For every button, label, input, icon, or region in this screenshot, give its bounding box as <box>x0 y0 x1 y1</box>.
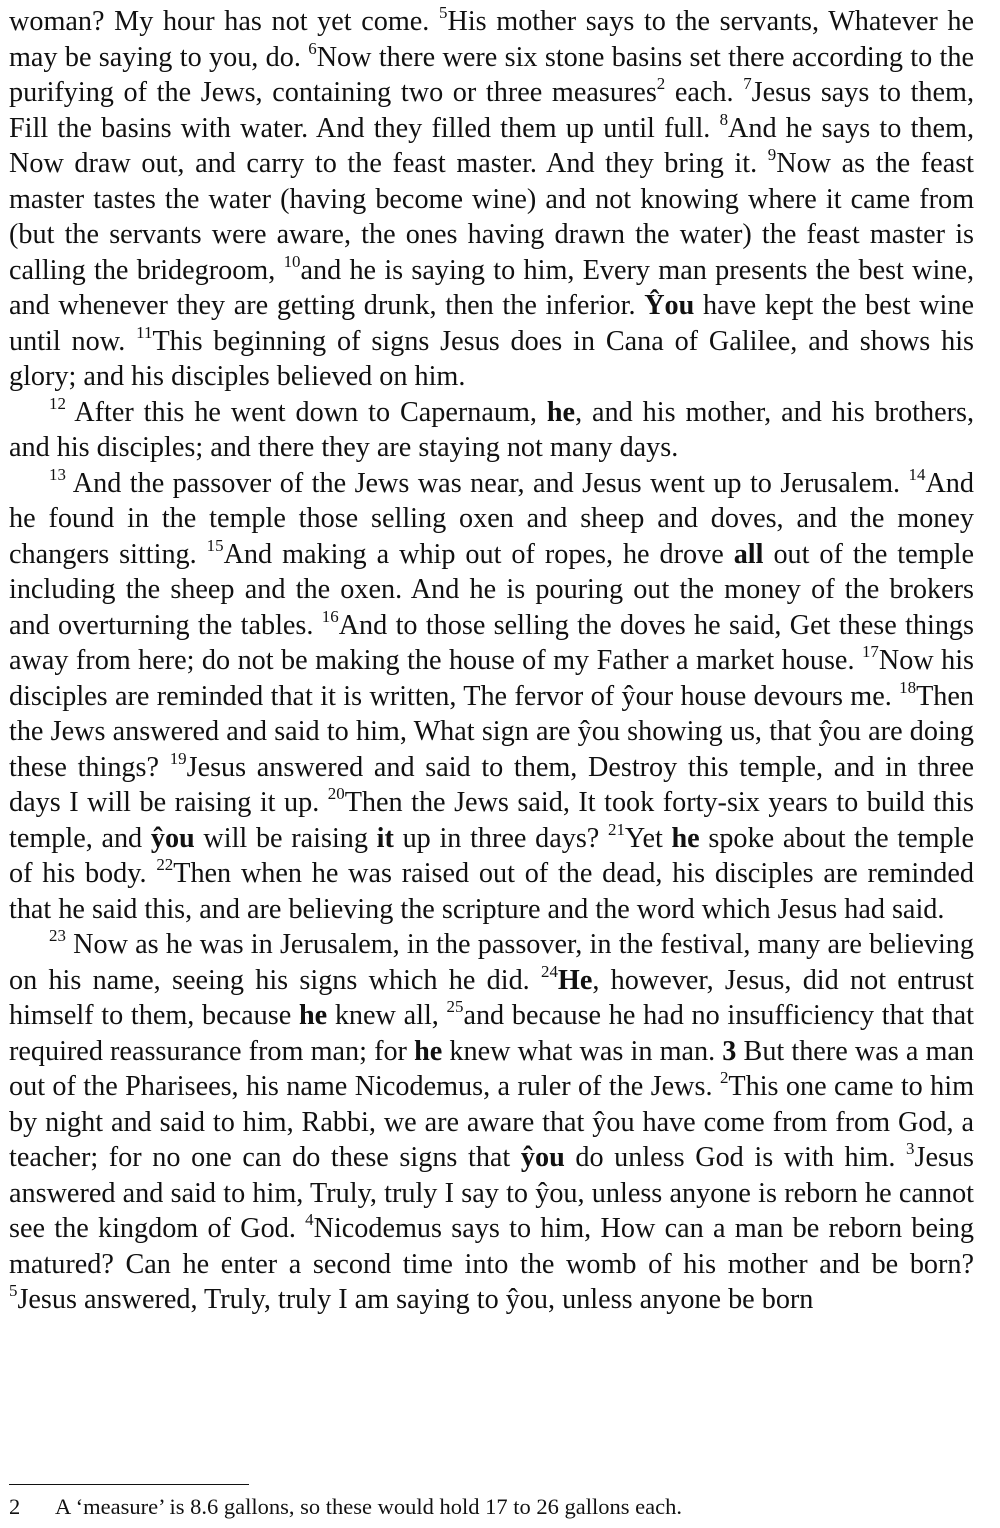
footnote-number: 2 <box>9 1494 21 1519</box>
verse-number: 2 <box>719 1067 729 1087</box>
verse-number: 21 <box>608 819 625 839</box>
text-run: His mother says to the servants, Whatever he may be saying to you, do. <box>9 6 974 73</box>
emphasis-text: Ŷou <box>644 290 695 321</box>
text-run: Now as he was in Jerusalem, in the passover, in the festival, many are believing on his name, seeing his signs which he did. <box>9 929 974 996</box>
text-run: spoke about the temple of his body. <box>9 822 974 889</box>
text-run: And to those selling the doves he said, Get these things away from here; do not be making the house of my Father a market house. <box>9 609 974 676</box>
text-run: Jesus answered, Truly, truly I am saying to ŷou, unless anyone be born <box>17 1284 814 1315</box>
text-run: out of the temple including the sheep and the oxen. And he is pouring out the money of the brokers and overturning the tables. <box>9 538 975 641</box>
verse-number: 20 <box>327 783 345 803</box>
text-run: up in three days? <box>393 822 608 854</box>
verse-number: 19 <box>169 748 187 768</box>
text-run: Jesus answered and said to them, Destroy this temple, and in three days I will be raising it up. <box>9 751 975 818</box>
verse-number: 13 <box>49 464 66 484</box>
verse-number: 14 <box>908 464 926 484</box>
emphasis-text: he <box>298 1000 328 1031</box>
verse-number: 17 <box>861 641 879 661</box>
verse-number: 4 <box>305 1209 314 1229</box>
emphasis-text: it <box>376 822 394 854</box>
text-run: Nicodemus says to him, How can a man be reborn being matured? Can he enter a second time into the womb of his mother and be born? <box>9 1213 974 1280</box>
verse-number: 18 <box>899 677 917 697</box>
verse-number: 7 <box>743 73 752 93</box>
text-run: each. <box>665 77 744 108</box>
text-run: And he says to them, Now draw out, and carry to the feast master. And they bring it. <box>9 112 974 179</box>
chapter-number: 3 <box>722 1035 737 1067</box>
emphasis-text: ŷou <box>150 822 195 854</box>
emphasis-text: He <box>557 964 593 996</box>
text-run: woman? My hour has not yet come. <box>9 6 440 37</box>
verse-number: 5 <box>439 2 448 22</box>
text-run: This beginning of signs Jesus does in Cana of Galilee, and shows his glory; and his disciples believed on him. <box>9 325 974 392</box>
verse-number: 11 <box>136 322 153 342</box>
text-run: Then the Jews said, It took forty-six years to build this temple, and <box>9 787 974 854</box>
verse-number: 15 <box>206 535 224 555</box>
text-run: And making a whip out of ropes, he drove <box>223 538 734 570</box>
text-run: Now there were six stone basins set there according to the purifying of the Jews, containing two or three measures <box>9 41 974 108</box>
paragraph <box>9 466 974 928</box>
verse-number: 6 <box>308 38 317 58</box>
verse-number: 10 <box>283 251 301 271</box>
footnote-separator <box>9 1484 249 1485</box>
text-run: do unless God is with him. <box>564 1142 907 1173</box>
text-run: This one came to him by night and said to him, Rabbi, we are aware that ŷou have come from from God, a teacher; for no one can do these signs that <box>9 1071 974 1173</box>
body-text <box>9 4 974 1318</box>
text-run: Jesus answered and said to him, Truly, truly I say to ŷou, unless anyone is reborn he cannot see the kingdom of God. <box>9 1142 974 1244</box>
verse-number: 8 <box>719 109 729 129</box>
text-run: Jesus says to them, Fill the basins with water. And they filled them up until full. <box>9 77 974 144</box>
text-run: After this he went down to Capernaum, <box>65 396 547 428</box>
paragraph <box>9 927 974 1318</box>
verse-number: 3 <box>906 1138 915 1158</box>
text-run: knew all, <box>327 1000 447 1031</box>
text-run: Then the Jews answered and said to him, What sign are ŷou showing us, that ŷou are doing these things? <box>9 680 974 783</box>
text-run: and he is saying to him, Every man presents the best wine, and whenever they are getting drunk, then the inferior. <box>9 254 974 321</box>
footnote <box>9 1493 682 1521</box>
verse-number: 5 <box>9 1280 18 1300</box>
paragraph <box>9 4 974 395</box>
verse-number: 24 <box>541 961 558 981</box>
verse-number: 2 <box>656 73 666 93</box>
text-run: Then when he was raised out of the dead, his disciples are reminded that he said this, and are believing the scripture and the word which Jesus had said. <box>9 858 974 925</box>
text-run: Now as the feast master tastes the water (having become wine) and not knowing where it came from (but the servants were aware, the ones having drawn the water) the feast master is calling the bridegroom, <box>9 148 975 286</box>
verse-number: 23 <box>49 925 66 945</box>
text-run: Now his disciples are reminded that it is written, The fervor of ŷour house devours me. <box>9 645 974 712</box>
text-run: knew what was in man. <box>442 1035 723 1067</box>
emphasis-text: he <box>671 822 700 854</box>
text-run: And the passover of the Jews was near, and Jesus went up to Jerusalem. <box>65 467 909 499</box>
verse-number: 16 <box>321 606 339 626</box>
text-run: And he found in the temple those selling oxen and sheep and doves, and the money changers sitting. <box>9 467 974 570</box>
footnote-text: A ‘measure’ is 8.6 gallons, so these would hold 17 to 26 gallons each. <box>55 1494 682 1519</box>
verse-number: 12 <box>49 393 66 413</box>
verse-number: 25 <box>446 996 464 1016</box>
verse-number: 9 <box>767 144 777 164</box>
verse-number: 22 <box>156 854 174 874</box>
paragraph <box>9 395 974 466</box>
text-run: , however, Jesus, did not entrust himself to them, because <box>9 964 975 1031</box>
text-run: and because he had no insufficiency that that required reassurance from man; for <box>9 1000 974 1067</box>
text-run: have kept the best wine until now. <box>9 290 974 357</box>
text-run: Yet <box>624 822 672 854</box>
emphasis-text: all <box>733 538 764 570</box>
text-run: , and his mother, and his brothers, and his disciples; and there they are staying not many days. <box>9 396 975 463</box>
emphasis-text: he <box>546 396 576 428</box>
emphasis-text: he <box>414 1035 443 1067</box>
emphasis-text: ŷou <box>520 1142 565 1173</box>
text-run: will be raising <box>194 822 377 854</box>
text-run: But there was a man out of the Pharisees, his name Nicodemus, a ruler of the Jews. <box>9 1035 975 1102</box>
